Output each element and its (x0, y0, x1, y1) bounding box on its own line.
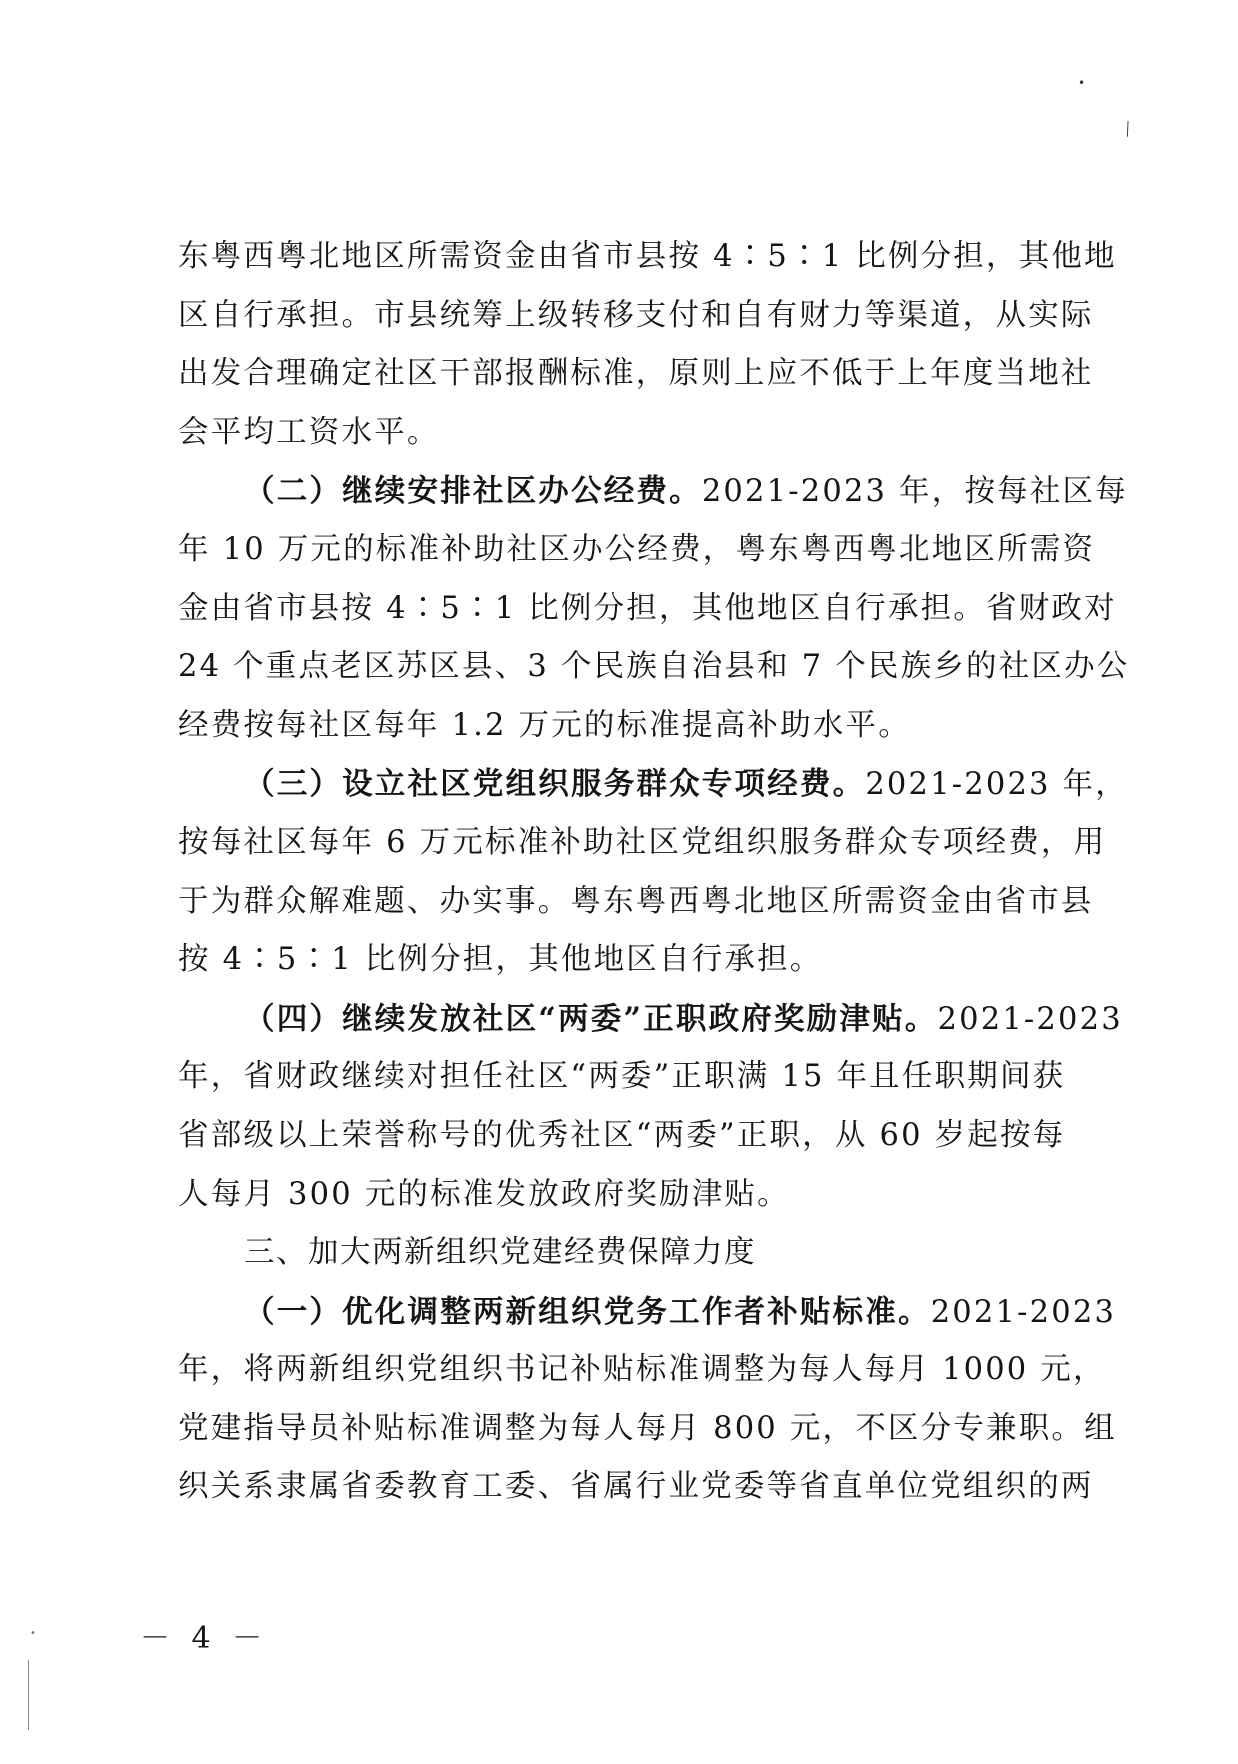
text-line: 会平均工资水平。 (178, 414, 440, 450)
text-line: 按 4∶5∶1 比例分担，其他地区自行承担。 (178, 942, 823, 978)
section-heading: 三、加大两新组织党建经费保障力度 (244, 1235, 756, 1271)
text-line: 省部级以上荣誉称号的优秀社区“两委”正职，从 60 岁起按每 (178, 1117, 1066, 1153)
scan-speck: • (1078, 76, 1086, 90)
paragraph-heading: （四）继续发放社区“两委”正职政府奖励津贴。 (244, 1000, 938, 1037)
text-line: 经费按每社区每年 1.2 万元的标准提高补助水平。 (178, 707, 911, 743)
paragraph-start-line (178, 462, 1128, 521)
paragraph-heading: （一）优化调整两新组织党务工作者补贴标准。 (244, 1293, 931, 1330)
text-line: 于为群众解难题、办实事。粤东粤西粤北地区所需资金由省市县 (178, 883, 1094, 919)
document-body (178, 228, 1130, 1517)
paragraph-heading: （二）继续安排社区办公经费。 (244, 473, 702, 510)
text-line: 按每社区每年 6 万元标准补助社区党组织服务群众专项经费，用 (178, 824, 1107, 860)
paragraph-text: 2021-2023 (937, 1001, 1123, 1037)
text-line: 24 个重点老区苏区县、3 个民族自治县和 7 个民族乡的社区办公 (178, 649, 1130, 685)
text-line: 年 10 万元的标准补助社区办公经费，粤东粤西粤北地区所需资 (178, 531, 1096, 567)
paragraph-text: 2021-2023 年， (865, 767, 1128, 803)
text-line: 出发合理确定社区干部报酬标准，原则上应不低于上年度当地社 (178, 356, 1094, 392)
page-number: － 4 － (140, 1621, 269, 1656)
paragraph-text: 2021-2023 年，按每社区每 (701, 474, 1128, 510)
text-line: 年，将两新组织党组织书记补贴标准调整为每人每月 1000 元， (178, 1352, 1106, 1388)
text-line: 织关系隶属省委教育工委、省属行业党委等省直单位党组织的两 (178, 1469, 1094, 1505)
text-line: 党建指导员补贴标准调整为每人每月 800 元，不区分专兼职。组 (178, 1410, 1117, 1446)
scan-speck: • (30, 1628, 36, 1639)
paragraph-heading: （三）设立社区党组织服务群众专项经费。 (244, 766, 866, 803)
scan-speck: ╲ (1120, 121, 1135, 137)
text-line: 人每月 300 元的标准发放政府奖励津贴。 (178, 1176, 790, 1212)
text-line: 东粤西粤北地区所需资金由省市县按 4∶5∶1 比例分担，其他地 (178, 239, 1117, 274)
paragraph-text: 2021-2023 (930, 1294, 1117, 1330)
text-line: 金由省市县按 4∶5∶1 比例分担，其他地区自行承担。省财政对 (178, 590, 1117, 626)
text-line: 区自行承担。市县统筹上级转移支付和自有财力等渠道，从实际 (178, 297, 1094, 333)
text-line: 年，省财政继续对担任社区“两委”正职满 15 年且任职期间获 (178, 1059, 1066, 1095)
paragraph-start-line (178, 990, 1123, 1049)
scan-edge-line (28, 1660, 29, 1730)
paragraph-start-line (178, 1283, 1117, 1342)
paragraph-start-line (178, 755, 1128, 814)
